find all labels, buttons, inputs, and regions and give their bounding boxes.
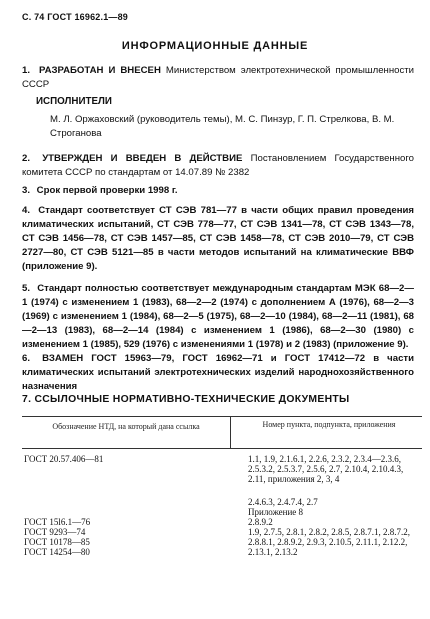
table-row-2-doc: ГОСТ 15l6.1—76 bbox=[24, 517, 91, 527]
table-header-refs: Номер пункта, подпункта, приложения bbox=[262, 420, 396, 429]
page-title: ИНФОРМАЦИОННЫЕ ДАННЫЕ bbox=[121, 40, 309, 52]
table-row-3-refs: Приложение 8 bbox=[248, 507, 304, 517]
section-1 bbox=[22, 64, 414, 92]
section-2-number: 2. bbox=[22, 153, 31, 164]
section-7-number: 7. bbox=[22, 394, 32, 405]
section-5 bbox=[22, 282, 414, 352]
section-1-lead: РАЗРАБОТАН И ВНЕСЕН bbox=[39, 65, 161, 76]
section-2 bbox=[22, 152, 414, 180]
table-row-5-refs: 1.9, 2.7.5, 2.8.1, 2.8.2, 2.8.5, 2.8.7.1, 2.8.7.2, 2.8.8.1, 2.8.9.2, 2.9.3, 2.10.5, 2.11.1, 2.12.2, 2.13.1, 2.13.2 bbox=[248, 527, 410, 557]
section-4-number: 4. bbox=[22, 205, 31, 216]
section-4 bbox=[22, 204, 414, 274]
table-header-doc: Обозначение НТД, на который дана ссылка bbox=[52, 422, 200, 431]
table-row-2-refs: 2.4.6.3, 2.4.7.4, 2.7 bbox=[248, 497, 318, 507]
section-3-text: Срок первой проверки 1998 г. bbox=[36, 185, 178, 196]
section-1-text: Министерством электротехнической промышленности СССР bbox=[22, 65, 415, 90]
table-row-4-doc: ГОСТ 10178—85 bbox=[24, 537, 90, 547]
section-4-text: Стандарт соответствует СТ СЭВ 781—77 в части общих правил проведения климатических испытаний, СТ СЭВ 778—77, СТ СЭВ 1341—78, СТ СЭВ 1343—78, СТ СЭВ 1456—78, СТ СЭВ 1457—85, СТ СЭВ 1458—78, СТ СЭВ 2010—79, СТ СЭВ 2727—80, СТ СЭВ 5121—85 в части методов испытаний на климатические ВВФ (приложение 9). bbox=[22, 205, 414, 272]
section-5-text: Стандарт полностью соответствует международным стандартам МЭК 68—2—1 (1974) с изменением 1 (1983), 68—2—2 (1974) с дополнением А (1976), 68—2—3 (1969) с изменением 1 (1984), 68—2—5 (1975), 68—2—10 (1984), 68—2—11 (1981), 68—2—13 (1983), 68—2—14 (1984) с изменением 1 (1986), 68—2—30 (1980) с изменением 1 (1985), 529 (1976) с изменениями 1 (1978) и 2 (1983) (приложение 9). bbox=[22, 283, 414, 350]
table-row-1-refs: 1.1, 1.9, 2.1.6.1, 2.2.6, 2.3.2, 2.3.4—2.3.6, 2.5.3.2, 2.5.3.7, 2.5.6, 2.7, 2.10.4, 2.10.4.3, 2.11, приложения 2, 3, 4 bbox=[248, 454, 404, 484]
section-6-text: в части климатических испытаний электротехнических изделий народнохозяйственного назначения bbox=[22, 353, 415, 392]
section-2-lead: УТВЕРЖДЕН И ВВЕДЕН В ДЕЙСТВИЕ bbox=[42, 153, 243, 164]
table-row-5-doc: ГОСТ 14254—80 bbox=[24, 547, 90, 557]
section-7-heading bbox=[22, 394, 350, 405]
executors-label: ИСПОЛНИТЕЛИ bbox=[36, 96, 112, 107]
table-top-rule bbox=[22, 416, 422, 417]
table-column-divider bbox=[230, 416, 231, 448]
section-3 bbox=[22, 184, 414, 198]
table-header-rule bbox=[22, 448, 422, 449]
table-row-4-refs: 2.8.9.2 bbox=[248, 517, 273, 527]
table-row-1-doc: ГОСТ 20.57.406—81 bbox=[24, 454, 104, 464]
executors-list: М. Л. Оржаховский (руководитель темы), М. С. Пинзур, Г. П. Стрелкова, В. М. Строганова bbox=[50, 114, 395, 139]
section-6-number: 6. bbox=[22, 353, 31, 364]
section-7-title: ССЫЛОЧНЫЕ НОРМАТИВНО-ТЕХНИЧЕСКИЕ ДОКУМЕНТЫ bbox=[34, 394, 350, 405]
section-6 bbox=[22, 352, 414, 394]
page-header: С. 74 ГОСТ 16962.1—89 bbox=[22, 12, 129, 22]
section-3-number: 3. bbox=[22, 185, 31, 196]
section-6-lead: ВЗАМЕН ГОСТ 15963—79, ГОСТ 16962—71 и ГОСТ 17412—72 bbox=[42, 353, 366, 364]
table-row-3-doc: ГОСТ 9293—74 bbox=[24, 527, 86, 537]
section-5-number: 5. bbox=[22, 283, 31, 294]
section-2-text: Постановлением Государственного комитета СССР по стандартам от 14.07.89 № 2382 bbox=[22, 153, 414, 178]
section-1-number: 1. bbox=[22, 65, 31, 76]
